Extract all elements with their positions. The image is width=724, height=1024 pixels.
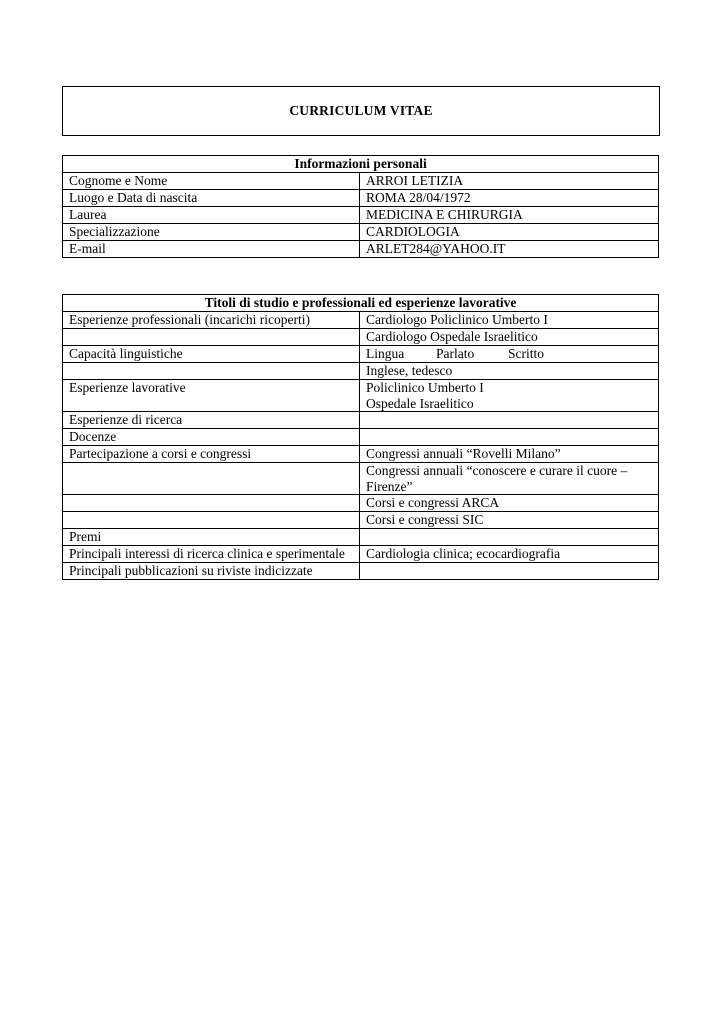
table-row — [63, 329, 659, 346]
email-value: ARLET284@YAHOO.IT — [360, 241, 659, 258]
lang-col-scritto: Scritto — [508, 346, 544, 361]
row-value: ARROI LETIZIA — [360, 173, 659, 190]
row-label: Esperienze professionali (incarichi ricoperti) — [63, 312, 360, 329]
table-row — [63, 495, 659, 512]
row-value — [360, 429, 659, 446]
row-label: Specializzazione — [63, 224, 360, 241]
row-label: Esperienze di ricerca — [63, 412, 360, 429]
row-label: Principali interessi di ricerca clinica e sperimentale — [63, 546, 360, 563]
table-row — [63, 463, 659, 495]
row-value: Cardiologo Policlinico Umberto I — [360, 312, 659, 329]
work-value-line: Ospedale Israelitico — [366, 395, 474, 411]
table-row — [63, 446, 659, 463]
row-value: MEDICINA E CHIRURGIA — [360, 207, 659, 224]
row-label: E-mail — [63, 241, 360, 258]
table-row — [63, 241, 659, 258]
row-label — [63, 495, 360, 512]
cv-title: CURRICULUM VITAE — [289, 103, 433, 118]
row-label: Luogo e Data di nascita — [63, 190, 360, 207]
table-row — [63, 563, 659, 580]
table-row — [63, 412, 659, 429]
row-value — [360, 563, 659, 580]
row-value: CARDIOLOGIA — [360, 224, 659, 241]
table-row — [63, 173, 659, 190]
row-value: Corsi e congressi SIC — [360, 512, 659, 529]
lang-col-parlato: Parlato — [436, 346, 475, 361]
row-label: Esperienze lavorative — [63, 380, 360, 412]
row-label: Cognome e Nome — [63, 173, 360, 190]
table-row — [63, 512, 659, 529]
row-value: Cardiologo Ospedale Israelitico — [360, 329, 659, 346]
table-row — [63, 546, 659, 563]
row-label: Laurea — [63, 207, 360, 224]
table-row — [63, 363, 659, 380]
row-label: Docenze — [63, 429, 360, 446]
table-row — [63, 207, 659, 224]
table-row — [63, 224, 659, 241]
career-table — [62, 294, 659, 580]
table-row — [63, 380, 659, 412]
row-label — [63, 512, 360, 529]
row-label — [63, 329, 360, 346]
row-value — [360, 529, 659, 546]
row-value — [360, 412, 659, 429]
table-row — [63, 429, 659, 446]
row-value: Inglese, tedesco — [360, 363, 659, 380]
row-label: Partecipazione a corsi e congressi — [63, 446, 360, 463]
languages-header-cell — [360, 346, 659, 363]
cv-title-box — [62, 86, 660, 136]
lang-col-lingua: Lingua — [366, 346, 405, 361]
table-row — [63, 190, 659, 207]
row-label — [63, 363, 360, 380]
row-label — [63, 463, 360, 495]
row-label: Capacità linguistiche — [63, 346, 360, 363]
row-value: Corsi e congressi ARCA — [360, 495, 659, 512]
row-label: Principali pubblicazioni su riviste indicizzate — [63, 563, 360, 580]
work-value-line: Policlinico Umberto I — [366, 380, 484, 395]
row-value: Cardiologia clinica; ecocardiografia — [360, 546, 659, 563]
row-value: Congressi annuali “Rovelli Milano” — [360, 446, 659, 463]
table-row — [63, 529, 659, 546]
row-value: ROMA 28/04/1972 — [360, 190, 659, 207]
row-value: Congressi annuali “conoscere e curare il cuore – Firenze” — [360, 463, 659, 495]
personal-info-header: Informazioni personali — [63, 156, 659, 173]
row-label: Premi — [63, 529, 360, 546]
table-row — [63, 312, 659, 329]
career-header: Titoli di studio e professionali ed esperienze lavorative — [63, 295, 659, 312]
table-row — [63, 346, 659, 363]
personal-info-table — [62, 155, 659, 258]
row-value — [360, 380, 659, 412]
